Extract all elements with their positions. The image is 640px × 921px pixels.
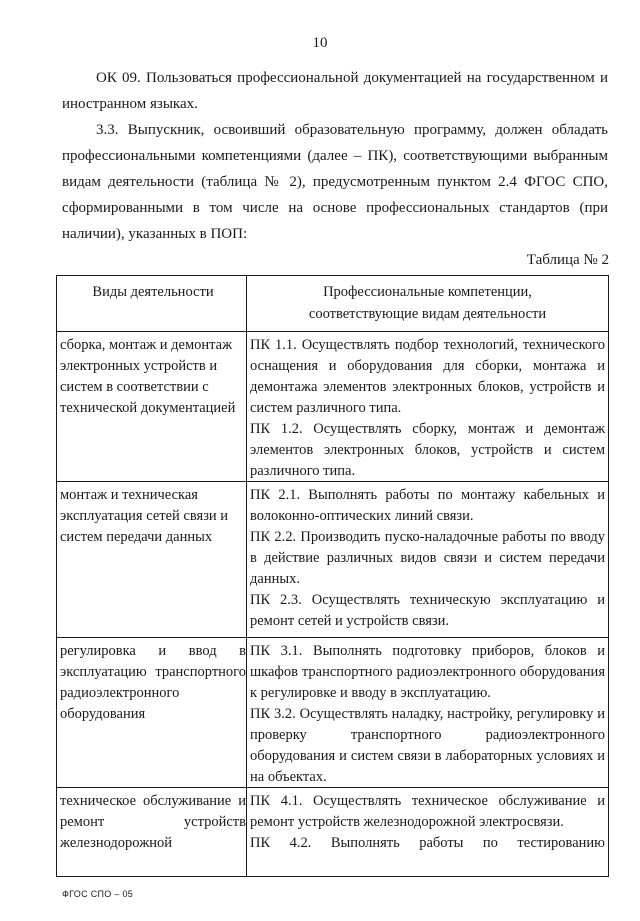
page-footer: ФГОС СПО – 05 — [62, 889, 134, 899]
row-3-activity: регулировка и ввод в эксплуатацию транспортного радиоэлектронного оборудования — [60, 643, 246, 722]
page-number: 10 — [312, 35, 328, 51]
competency-pk-4-1: ПК 4.1. Осуществлять техническое обслуживание и ремонт устройств железнодорожной электросвязи. — [250, 793, 605, 830]
row-4-competencies — [250, 791, 605, 854]
competency-pk-1-2: ПК 1.2. Осуществлять сборку, монтаж и демонтаж элементов электронных блоков, устройств и систем различного типа. — [250, 421, 605, 479]
header-activity: Виды деятельности — [92, 284, 214, 300]
paragraph-3-3: 3.3. Выпускник, освоивший образовательную программу, должен обладать профессиональными компетенциями (далее – ПК), соответствующими выбранным видам деятельности (таблица № 2), предусмотренным пунктом 2.4 ФГОС СПО, сформированными в том числе на основе профессиональных стандартов (при наличии), указанных в ПОП: — [62, 122, 608, 242]
column-divider — [246, 276, 247, 876]
competency-pk-1-1: ПК 1.1. Осуществлять подбор технологий, технического оснащения и оборудования для сборки, монтажа и демонтажа элементов электронных блоков, устройств и систем различного типа. — [250, 337, 605, 416]
row-divider — [57, 331, 608, 332]
competency-pk-2-3: ПК 2.3. Осуществлять техническую эксплуатацию и ремонт сетей и устройств связи. — [250, 592, 605, 629]
row-2-competencies — [250, 485, 605, 632]
competency-pk-2-1: ПК 2.1. Выполнять работы по монтажу кабельных и волоконно-оптических линий связи. — [250, 487, 605, 524]
row-1-activity: сборка, монтаж и демонтаж электронных устройств и систем в соответствии с технической документацией — [60, 337, 236, 416]
row-4-activity: техническое обслуживание и ремонт устройств железнодорожной — [60, 793, 246, 851]
competency-pk-3-1: ПК 3.1. Выполнять подготовку приборов, блоков и шкафов транспортного радиоэлектронного оборудования к регулировке и вводу в эксплуатацию. — [250, 643, 605, 701]
table-caption: Таблица № 2 — [526, 252, 609, 268]
competency-pk-3-2: ПК 3.2. Осуществлять наладку, настройку, регулировку и проверку транспортного радиоэлектронного оборудования и систем связи в лабораторных условиях и на объектах. — [250, 706, 605, 785]
competency-pk-4-2: ПК 4.2. Выполнять работы по тестированию — [250, 835, 605, 851]
competency-table — [56, 275, 609, 877]
row-3-competencies — [250, 641, 605, 788]
row-divider — [57, 637, 608, 638]
row-1-competencies — [250, 335, 605, 482]
header-competencies: Профессиональные компетенции, соответствующие видам деятельности — [308, 284, 547, 322]
row-2-activity: монтаж и техническая эксплуатация сетей связи и систем передачи данных — [60, 487, 229, 545]
competency-pk-2-2: ПК 2.2. Производить пуско-наладочные работы по вводу в действие различных видов связи и систем передачи данных. — [250, 529, 605, 587]
paragraph-ok09: ОК 09. Пользоваться профессиональной документацией на государственном и иностранном языках. — [62, 70, 608, 112]
